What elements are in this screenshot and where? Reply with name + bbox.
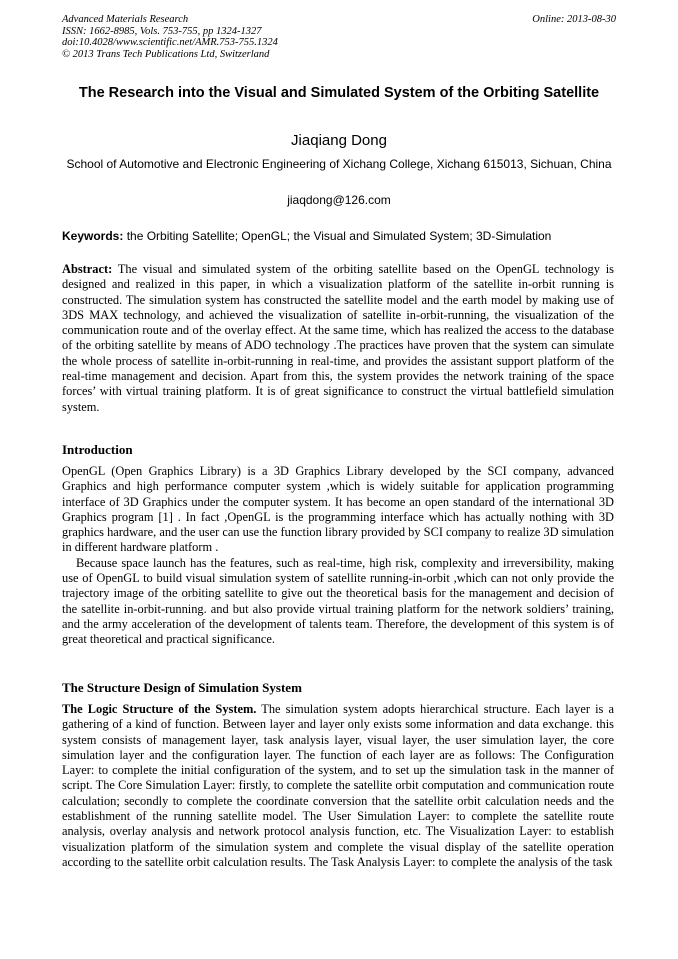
logic-structure-paragraph [62,702,614,870]
structure-heading: The Structure Design of Simulation System [62,680,302,695]
issn-line: ISSN: 1662-8985, Vols. 753-755, pp 1324-1327 [62,25,262,37]
logic-structure-label: The Logic Structure of the System. [62,702,257,716]
abstract [62,262,614,415]
abstract-text: The visual and simulated system of the orbiting satellite based on the OpenGL technology is designed and realized in this paper, in which a visualization platform of the satellite in-orbit running is constructed. The simulation system has constructed the satellite model and the earth model by making use of 3DS MAX technology, and achieved the visualization of satellite in-orbit-running, the visualization of the communication route and of the overlay effect. At the same time, which has realized the access to the database of the orbiting satellite by means of ADO technology .The practices have proven that the system can simulate the whole process of satellite in-orbit-running in real-time, and provides the assistant support platform of the real-time management and decision. Apart from this, the system provides the network training of the space forces’ with virtual training platform. It is of great significance to construct the virtual battlefield simulation system. [62,262,614,414]
journal-name: Advanced Materials Research [62,14,189,25]
keywords-label: Keywords: [62,229,124,243]
affiliation: School of Automotive and Electronic Engineering of Xichang College, Xichang 615013, Sichuan, China [66,157,612,171]
author-name: Jiaqiang Dong [291,132,387,149]
introduction-paragraph-2: Because space launch has the features, such as real-time, high risk, complexity and irreversibility, making use of OpenGL to build visual simulation system of satellite running-in-orbit ,which can not only provide the trajectory image of the orbiting satellite to give out the theoretical basis for the management and decision of the satellite in-orbit-running. and but also provide virtual training platform for the network soldiers’ training, and the army acceleration of the development of talents team. Therefore, the development of this system is of great theoretical and practical significance. [62,555,614,647]
introduction-paragraph-1: OpenGL (Open Graphics Library) is a 3D Graphics Library developed by the SCI company, advanced Graphics and high performance computer system ,which is widely suitable for application programming interface of 3D Graphics under the computer system. It has become an open standard of the international 3D Graphics program [1] . In fact ,OpenGL is the programming interface which has actually nothing with 3D graphics hardware, and the user can use the function library provided by SCI company to realize 3D simulation in different hardware platform . [62,464,614,555]
logic-structure-text: The simulation system adopts hierarchical structure. Each layer is a gathering of a kind of function. Between layer and layer only exists some information and data exchange. this system consists of management layer, task analysis layer, visual layer, the user simulation layer, the core simulation layer and the configuration layer. The function of each layer are as follows: The Configuration Layer: to complete the initial configuration of the system, and to set up the simulation task in the manner of script. The Core Simulation Layer: firstly, to complete the satellite orbit computation and communication route calculation; secondly to complete the coordinate conversion that the satellite orbit calculation needs and the establishment of the running satellite model. The User Simulation Layer: to complete the satellite route analysis, overlay analysis and network protocol analysis function, etc. The Visualization Layer: to establish visualization platform of the simulation system and complete the visual display of the satellite operation according to the satellite orbit calculation results. The Task Analysis Layer: to complete the analysis of the task [62,702,614,869]
author-email: jiaqdong@126.com [287,193,391,207]
introduction-section [62,464,614,648]
doi-line: doi:10.4028/www.scientific.net/AMR.753-755.1324 [62,37,278,48]
paper-title: The Research into the Visual and Simulated System of the Orbiting Satellite [78,85,600,101]
keywords-text: the Orbiting Satellite; OpenGL; the Visual and Simulated System; 3D-Simulation [123,229,552,243]
copyright-line: © 2013 Trans Tech Publications Ltd, Switzerland [62,48,270,60]
online-date: Online: 2013-08-30 [532,14,616,25]
keywords [62,229,616,244]
abstract-label: Abstract: [62,262,113,276]
journal-header [62,14,616,60]
introduction-heading: Introduction [62,442,133,457]
